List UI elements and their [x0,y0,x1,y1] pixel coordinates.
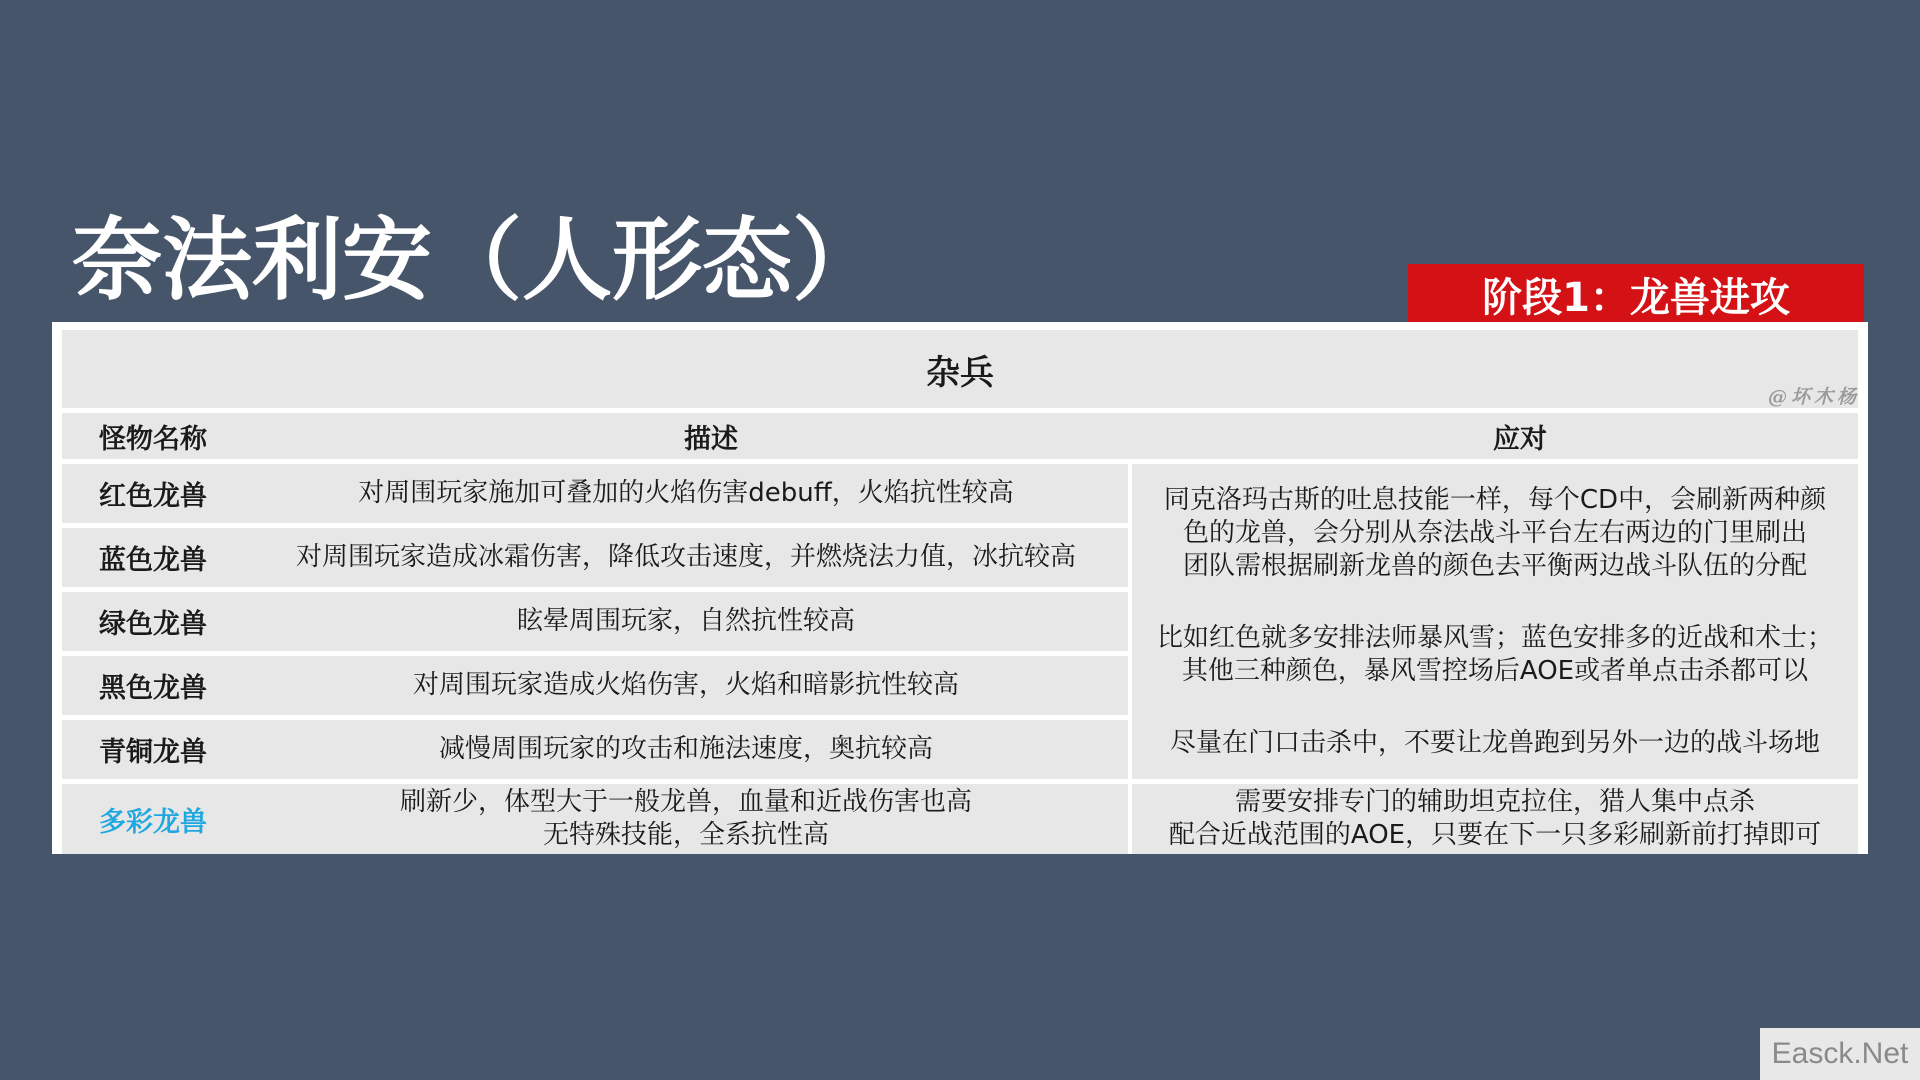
response-line: 团队需根据刷新龙兽的颜色去平衡两边战斗队伍的分配 [1182,550,1807,581]
monster-description [244,464,1128,523]
response-paragraph [1164,484,1826,583]
phase-badge: 阶段1：龙兽进攻 [1408,264,1864,324]
monster-name: 绿色龙兽 [62,592,244,651]
author-watermark: @坏木杨 [1767,386,1860,408]
monster-name: 红色龙兽 [62,464,244,523]
monster-name: 青铜龙兽 [62,720,244,779]
section-header: 杂兵 [62,330,1858,408]
description-line: 对周围玩家施加可叠加的火焰伤害debuff，火焰抗性较高 [358,478,1014,508]
monster-description [244,784,1128,854]
monster-description [244,528,1128,587]
response-line: 配合近战范围的AOE，只要在下一只多彩刷新前打掉即可 [1168,820,1822,850]
response-special-cell [1132,784,1858,854]
column-header-response: 应对 [1493,423,1547,455]
monster-name: 多彩龙兽 [62,784,244,854]
monster-name: 黑色龙兽 [62,656,244,715]
monster-description [244,720,1128,779]
monster-description [244,656,1128,715]
column-header-name: 怪物名称 [99,423,207,455]
monster-name: 蓝色龙兽 [62,528,244,587]
description-line: 对周围玩家造成火焰伤害，火焰和暗影抗性较高 [412,670,959,700]
response-shared-cell [1132,464,1858,779]
response-line: 同克洛玛古斯的吐息技能一样，每个CD中，会刷新两种颜 [1163,484,1827,515]
description-line: 刷新少，体型大于一般龙兽，血量和近战伤害也高 [399,787,972,817]
description-line: 眩晕周围玩家，自然抗性较高 [516,606,855,636]
monster-table [52,322,1868,854]
response-paragraph [1170,727,1820,760]
response-paragraph [1157,622,1833,688]
response-line: 需要安排专门的辅助坦克拉住，猎人集中点杀 [1234,787,1755,817]
column-header-desc: 描述 [684,423,738,455]
slide-title: 奈法利安（人形态） [72,207,882,313]
response-line: 其他三种颜色，暴风雪控场后AOE或者单点击杀都可以 [1181,655,1809,686]
response-line: 比如红色就多安排法师暴风雪；蓝色安排多的近战和术士； [1156,622,1833,653]
monster-description [244,592,1128,651]
description-line: 无特殊技能，全系抗性高 [542,820,829,850]
description-line: 减慢周围玩家的攻击和施法速度，奥抗较高 [438,734,933,764]
response-line: 色的龙兽，会分别从奈法战斗平台左右两边的门里刷出 [1182,517,1807,548]
description-line: 对周围玩家造成冰霜伤害，降低攻击速度，并燃烧法力值，冰抗较高 [295,542,1076,572]
site-watermark: Easck.Net [1760,1028,1920,1080]
response-line: 尽量在门口击杀中，不要让龙兽跑到另外一边的战斗场地 [1169,727,1820,758]
